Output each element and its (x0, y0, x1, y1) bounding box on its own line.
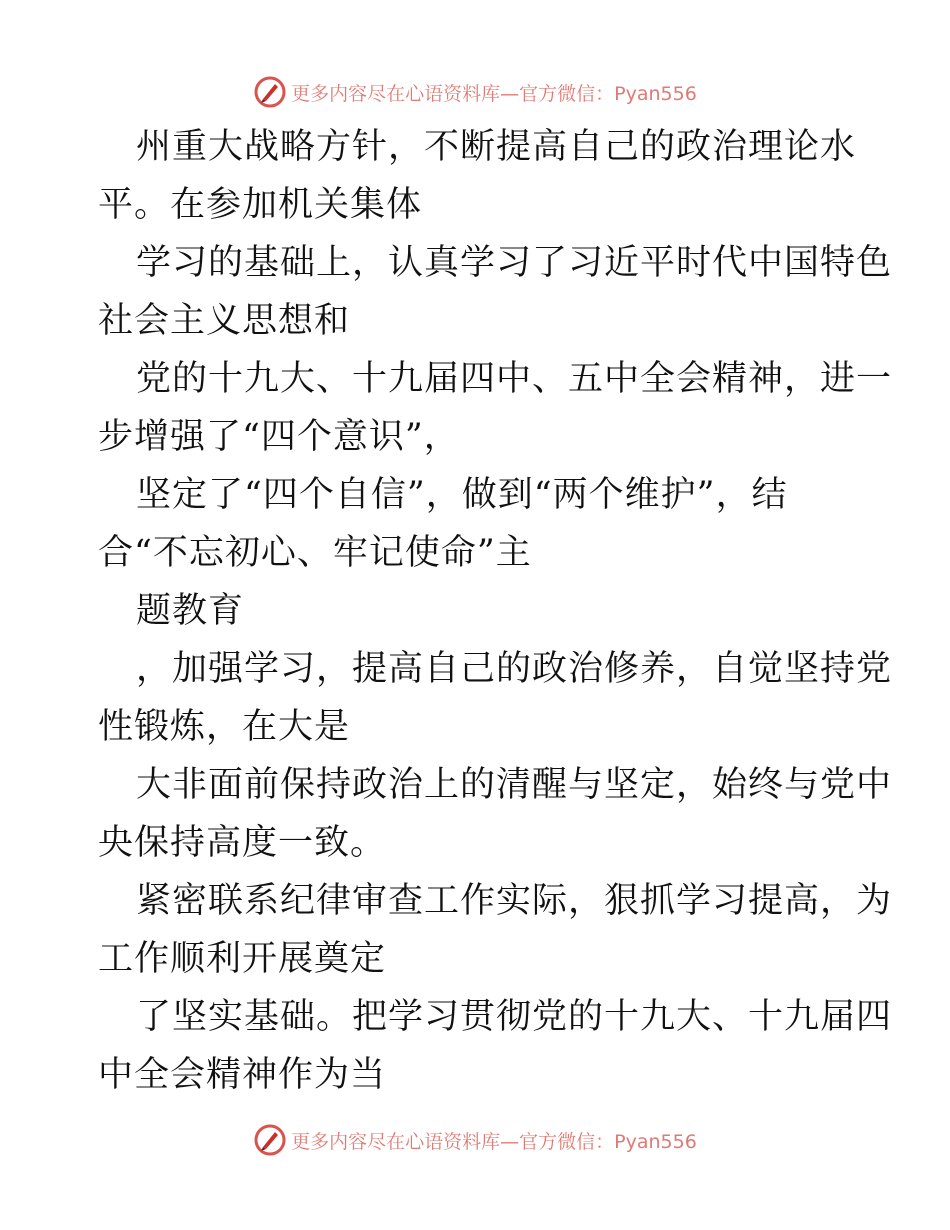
text-line: ，加强学习，提高自己的政治修养，自觉坚持党 (136, 649, 893, 689)
text-line: 题教育 (136, 591, 245, 631)
footer-watermark (0, 1120, 950, 1160)
text-line: 州重大战略方针，不断提高自己的政治理论水 (136, 127, 857, 167)
watermark-text: 更多内容尽在心语资料库—官方微信：Pyan556 (291, 82, 697, 105)
text-line: 性锻炼，在大是 (98, 707, 351, 747)
watermark-text: 更多内容尽在心语资料库—官方微信：Pyan556 (291, 1130, 697, 1153)
text-line: 党的十九大、十九届四中、五中全会精神，进一 (136, 359, 893, 399)
text-line: 合“不忘初心、牢记使命”主 (98, 533, 532, 573)
text-line: 紧密联系纪律审查工作实际，狠抓学习提高，为 (136, 881, 893, 921)
pen-seal-icon (253, 1123, 287, 1157)
text-line: 大非面前保持政治上的清醒与坚定，始终与党中 (136, 765, 893, 805)
text-line: 工作顺利开展奠定 (98, 939, 387, 979)
text-line: 了坚实基础。把学习贯彻党的十九大、十九届四 (136, 997, 893, 1037)
text-line: 步增强了“四个意识”， (98, 417, 460, 457)
text-line: 央保持高度一致。 (98, 823, 387, 863)
text-line: 平。在参加机关集体 (98, 185, 423, 225)
text-line: 中全会精神作为当 (98, 1055, 387, 1095)
pen-seal-icon (253, 75, 287, 109)
document-body (98, 118, 893, 1104)
header-watermark (0, 72, 950, 112)
text-line: 社会主义思想和 (98, 301, 351, 341)
text-line: 学习的基础上，认真学习了习近平时代中国特色 (136, 243, 893, 283)
text-line: 坚定了“四个自信”，做到“两个维护”，结 (136, 475, 788, 515)
